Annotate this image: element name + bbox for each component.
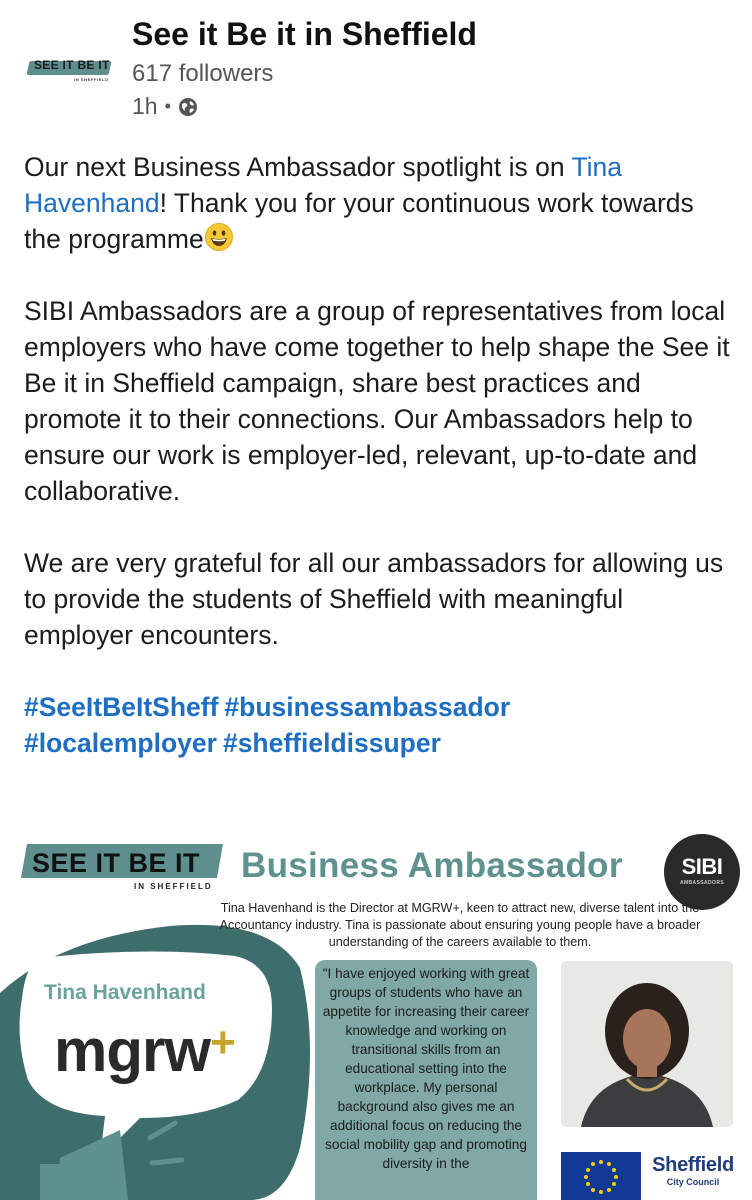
meta-separator: • [164,96,171,116]
post-time: 1h [132,93,158,119]
company-name: mgrw [54,1017,211,1084]
post-meta [132,93,198,120]
logo-subtext: IN SHEFFIELD [74,77,109,82]
sibi-ambassadors-logo [664,834,740,910]
council-subtext: City Council [666,1177,720,1187]
post-header [0,0,752,130]
company-plus: + [210,1018,235,1067]
logo-text: SEE IT BE IT [34,58,110,72]
sheffield-council-logo [648,1154,738,1187]
post-paragraph-2: SIBI Ambassadors are a group of representatives from local employers who have come together to help shape the See it Be it in Sheffield campaign, share best practices and promote it to their connections. Our Ambassadors help to ensure our work is employer-led, relevant, up-to-date and collaborative. [24,296,730,506]
page-name-link[interactable]: See it Be it in Sheffield [132,16,477,52]
eu-flag-logo [561,1152,641,1200]
grinning-face-icon [204,222,234,252]
post-body [24,149,730,761]
p1-text-before: Our next Business Ambassador spotlight is on [24,152,572,182]
see-it-be-it-logo [18,838,228,898]
page-avatar-logo[interactable] [26,52,114,92]
sibi-logo-text: SIBI [681,854,723,879]
post-paragraph-1 [24,149,730,257]
hashtag-link[interactable]: #businessambassador [224,692,511,722]
card-title: Business Ambassador [241,846,623,885]
sibi-logo-subtext: AMBASSADORS [679,880,725,886]
p1-text-after: ! Thank you for your continuous work towards the programme [24,188,694,254]
post-image[interactable] [0,818,752,1200]
portrait-image [561,961,733,1127]
hashtag-link[interactable]: #localemployer [24,728,217,758]
company-logo [54,1016,235,1085]
see-logo-subtext: IN SHEFFIELD [134,882,213,891]
eu-stars-icon [561,1152,641,1200]
globe-icon [178,97,198,117]
hashtag-link[interactable]: #sheffieldissuper [222,728,441,758]
ambassador-photo [561,961,733,1127]
see-logo-text: SEE IT BE IT [32,848,201,878]
council-name: Sheffield [652,1154,734,1176]
card-intro-text: Tina Havenhand is the Director at MGRW+, keen to attract new, diverse talent into the Accountancy industry. Tina is passionate about ensuring young people have a broader understanding of the careers available to them. [219,901,701,949]
hashtag-row [24,689,730,761]
ambassador-quote: "I have enjoyed working with great groups of students who have an appetite for increasing their career knowledge and working on transitional skills from an educational setting into the workplace. My personal background also gives me an additional focus on reducing the social mobility gap and promoting diversity in the [322,966,530,1171]
hashtag-link[interactable]: #SeeItBeItSheff [24,692,219,722]
ambassador-name: Tina Havenhand [44,981,206,1004]
post-paragraph-3: We are very grateful for all our ambassadors for allowing us to provide the students of Sheffield with meaningful employer encounters. [24,548,724,650]
mention-link[interactable]: Tina Havenhand [24,152,623,218]
follower-count: 617 followers [132,60,274,87]
